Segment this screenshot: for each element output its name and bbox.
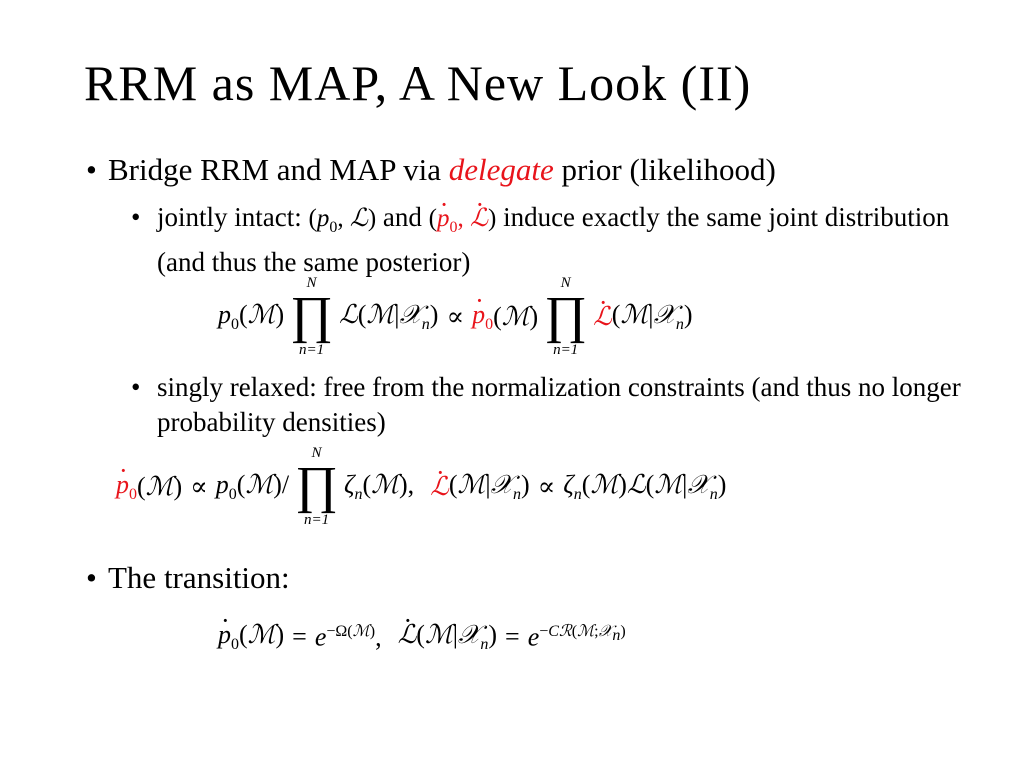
singly-text: singly relaxed: free from the normalization constraints (and thus no longer probability densities): [157, 372, 961, 437]
pair-delegate: (· $p_0$, · ℒ): [429, 205, 497, 232]
bullet-transition: [86, 560, 290, 596]
bullet-marker: •: [131, 202, 141, 232]
bullet-bridge: [86, 152, 776, 188]
equation-relaxed: · $p_0$ (ℳ) ∝ $p_0(ℳ)/$ N ∏ n=1 $\zeta_n(ℳ)$, · ℒ (ℳ|𝒳$_n$) ∝ $\zeta_n(ℳ)ℒ(ℳ|𝒳_n)$: [116, 446, 726, 528]
bullet-bridge-emphasis: delegate: [448, 152, 554, 187]
bullet-transition-text: The transition:: [108, 560, 290, 595]
slide-title: RRM as MAP, A New Look (II): [84, 55, 752, 111]
jointly-prefix: jointly intact:: [157, 202, 302, 232]
product-operator: N ∏ n=1: [290, 275, 333, 358]
product-operator: N ∏ n=1: [295, 445, 338, 528]
bullet-marker: •: [86, 560, 97, 595]
equation-joint: $p_0(ℳ)$ N ∏ n=1 ℒ(ℳ|𝒳$_n$) ∝ · $p_0$ (ℳ) N ∏ n=1 · ℒ (ℳ|𝒳$_n$): [218, 276, 693, 358]
pair-p0-L: ($p_0$, ℒ): [308, 205, 377, 236]
jointly-suffix: induce exactly the same joint distribution (and thus the same posterior): [157, 202, 950, 277]
jointly-mid: and: [382, 202, 422, 232]
subbullet-jointly-intact: [131, 200, 971, 280]
product-operator: N ∏ n=1: [544, 275, 588, 358]
bullet-marker: •: [86, 152, 97, 187]
bullet-bridge-prefix: Bridge RRM and MAP via: [108, 152, 441, 187]
subbullet-singly-relaxed: [131, 370, 971, 440]
bullet-bridge-suffix: prior (likelihood): [561, 152, 776, 187]
bullet-marker: •: [131, 372, 141, 402]
equation-transition: · $p_0(ℳ)$ = $e^{-\Omega(ℳ)}$, · ℒ(ℳ|𝒳$_n$) = $e^{-Cℛ(ℳ;𝒳_n)}$: [218, 620, 626, 654]
